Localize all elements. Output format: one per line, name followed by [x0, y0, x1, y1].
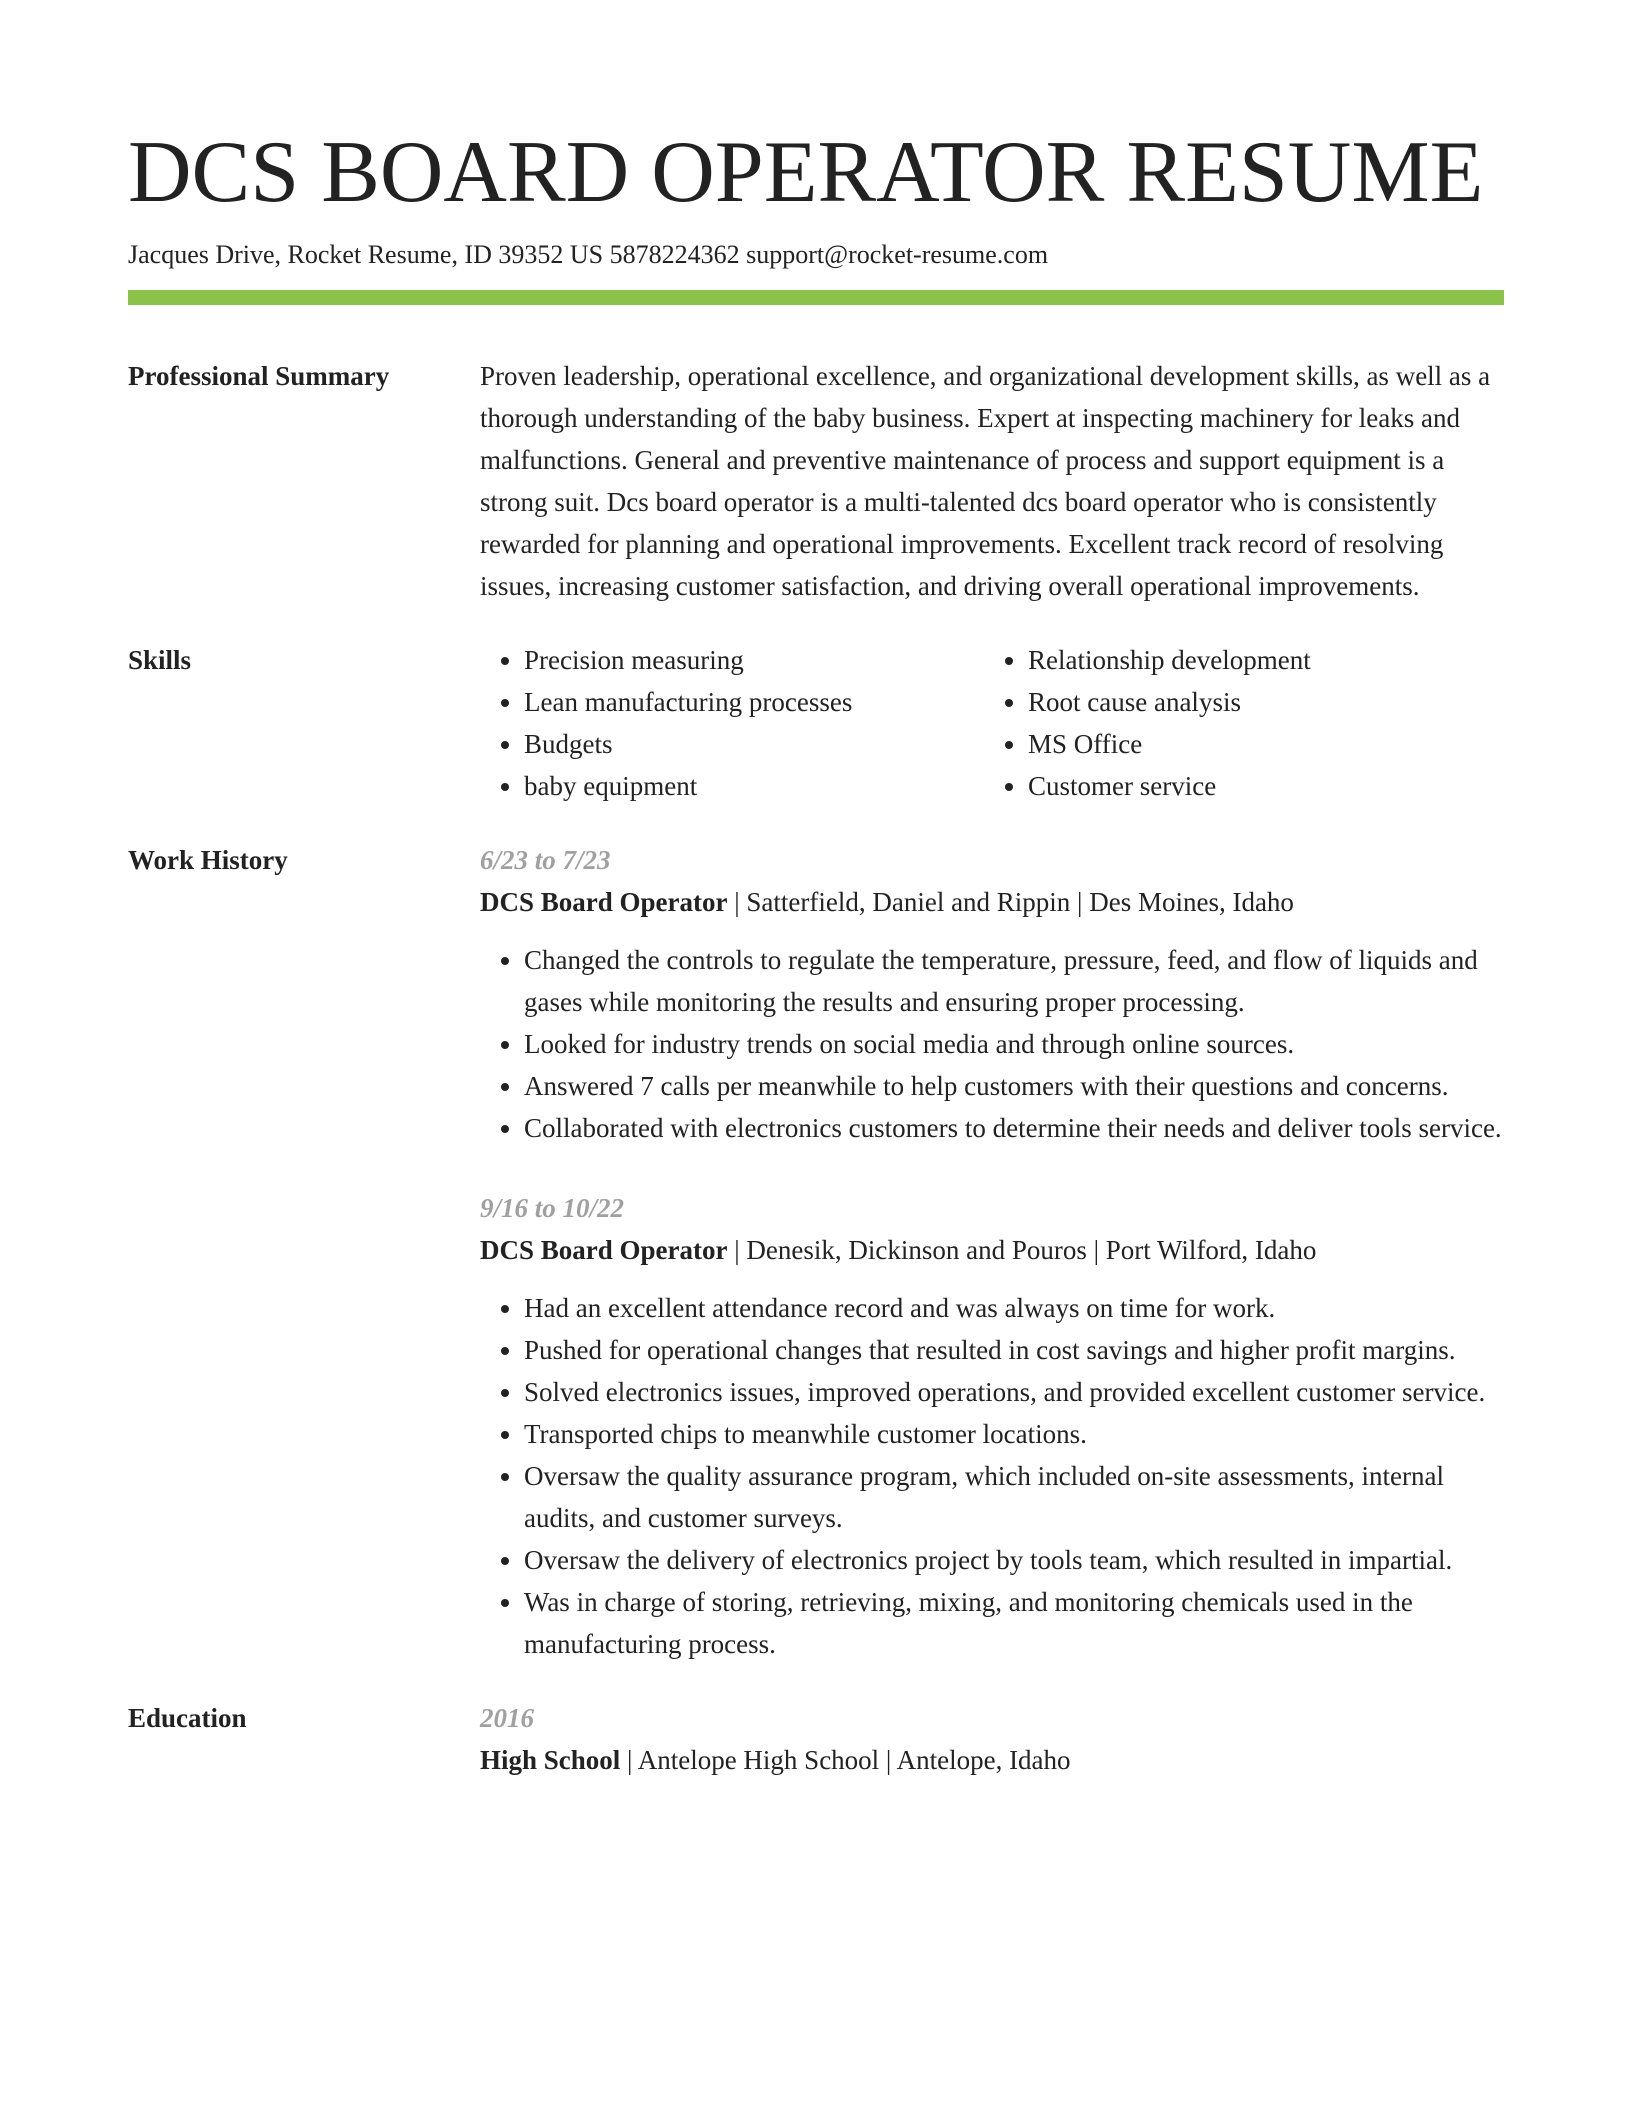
job-heading — [480, 881, 1504, 923]
work-history-body — [480, 839, 1504, 1665]
job-entry — [480, 839, 1504, 1149]
summary-label: Professional Summary — [128, 361, 390, 391]
skill-item: • Budgets — [524, 723, 984, 765]
skills-label: Skills — [128, 645, 192, 675]
skills-section — [128, 639, 1504, 807]
summary-text: Proven leadership, operational excellence, and organizational development skills, as well as a thorough understanding of the baby business. Expert at inspecting machinery for leaks and malfunctions. General and preventive maintenance of process and support equipment is a strong suit. Dcs board operator is a multi-talented dcs board operator who is consistently rewarded for planning and operational improvements. Excellent track record of resolving issues, increasing customer satisfaction, and driving overall operational improvements. — [480, 361, 1491, 601]
job-bullet: • Answered 7 calls per meanwhile to help customers with their questions and concerns. — [524, 1065, 1504, 1107]
skills-body — [480, 639, 1504, 807]
job-bullet: • Transported chips to meanwhile customer locations. — [524, 1413, 1504, 1455]
job-title: DCS Board Operator — [480, 1235, 728, 1265]
education-heading — [480, 1739, 1504, 1781]
job-details: | Denesik, Dickinson and Pouros | Port Wilford, Idaho — [727, 1235, 1317, 1265]
job-heading — [480, 1229, 1504, 1271]
job-details: | Satterfield, Daniel and Rippin | Des Moines, Idaho — [727, 887, 1294, 917]
skill-item: • Root cause analysis — [1028, 681, 1488, 723]
job-bullet: • Oversaw the quality assurance program, which included on-site assessments, internal audits, and customer surveys. — [524, 1455, 1504, 1539]
job-bullet: • Collaborated with electronics customers to determine their needs and deliver tools service. — [524, 1107, 1504, 1149]
skills-grid — [480, 639, 1504, 807]
header-divider — [128, 290, 1504, 305]
work-history-section — [128, 839, 1504, 1665]
skill-item: • Relationship development — [1028, 639, 1488, 681]
job-bullet: • Looked for industry trends on social media and through online sources. — [524, 1023, 1504, 1065]
job-bullets — [480, 939, 1504, 1149]
skills-column-left — [480, 639, 984, 807]
job-dates: 9/16 to 10/22 — [480, 1193, 625, 1223]
job-bullet: • Had an excellent attendance record and was always on time for work. — [524, 1287, 1504, 1329]
skill-item: • baby equipment — [524, 765, 984, 807]
contact-info: Jacques Drive, Rocket Resume, ID 39352 US 5878224362 support@rocket-resume.com — [128, 240, 1049, 269]
job-bullet: • Pushed for operational changes that resulted in cost savings and higher profit margins. — [524, 1329, 1504, 1371]
resume-title: DCS BOARD OPERATOR RESUME — [128, 124, 1484, 221]
education-degree: High School — [480, 1745, 621, 1775]
skill-item: • MS Office — [1028, 723, 1488, 765]
resume-page — [128, 118, 1504, 1781]
skills-column-right — [984, 639, 1488, 807]
job-bullets — [480, 1287, 1504, 1665]
job-bullet: • Oversaw the delivery of electronics project by tools team, which resulted in impartial. — [524, 1539, 1504, 1581]
summary-section — [128, 355, 1504, 607]
skill-item: • Customer service — [1028, 765, 1488, 807]
job-bullet: • Changed the controls to regulate the temperature, pressure, feed, and flow of liquids and gases while monitoring the results and ensuring proper processing. — [524, 939, 1504, 1023]
education-label: Education — [128, 1703, 247, 1733]
education-year: 2016 — [480, 1703, 534, 1733]
job-bullet: • Solved electronics issues, improved operations, and provided excellent customer service. — [524, 1371, 1504, 1413]
education-details: | Antelope High School | Antelope, Idaho — [620, 1745, 1071, 1775]
skill-item: • Precision measuring — [524, 639, 984, 681]
skill-item: • Lean manufacturing processes — [524, 681, 984, 723]
work-history-label: Work History — [128, 845, 288, 875]
job-title: DCS Board Operator — [480, 887, 728, 917]
education-section — [128, 1697, 1504, 1781]
job-bullet: • Was in charge of storing, retrieving, mixing, and monitoring chemicals used in the manufacturing process. — [524, 1581, 1504, 1665]
job-dates: 6/23 to 7/23 — [480, 845, 611, 875]
education-body — [480, 1697, 1504, 1781]
job-entry — [480, 1187, 1504, 1665]
